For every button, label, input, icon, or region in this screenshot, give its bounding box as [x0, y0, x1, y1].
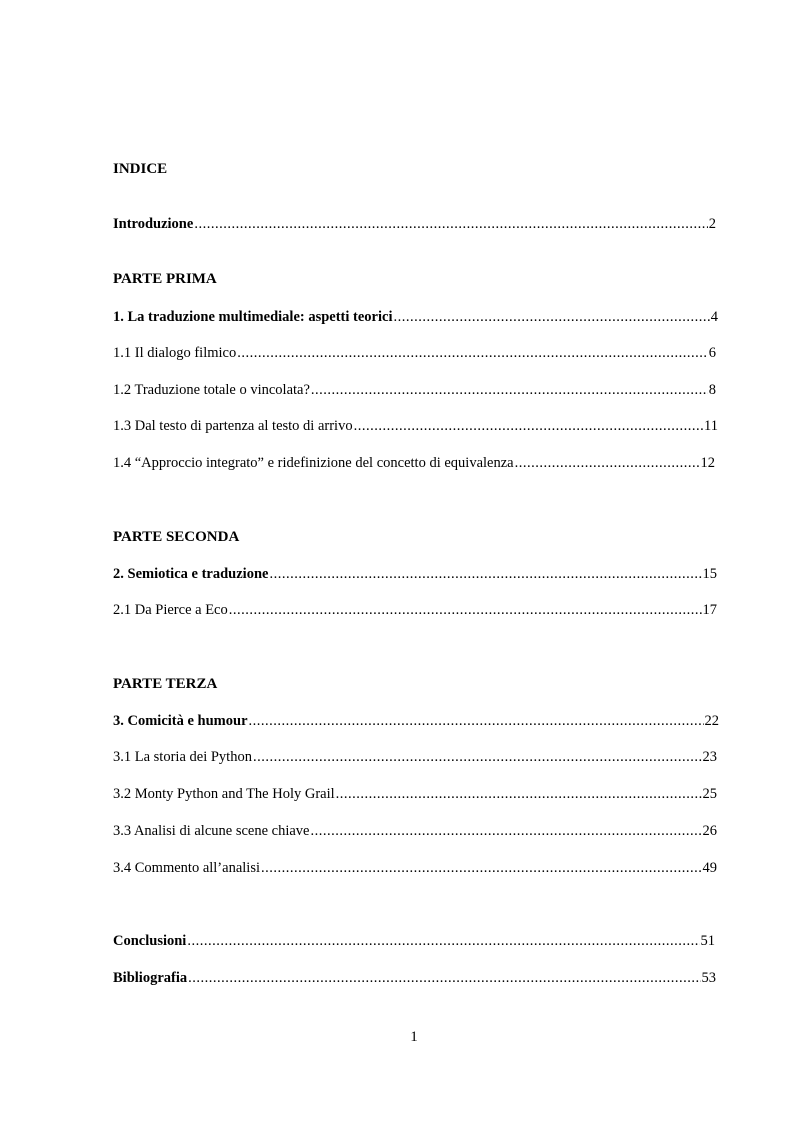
- toc-entry-3-2[interactable]: [113, 785, 717, 803]
- toc-entry-label: 2. Semiotica e traduzione: [113, 566, 269, 582]
- toc-entry-label: 3.1 La storia dei Python: [113, 749, 252, 765]
- toc-entry-3[interactable]: [113, 712, 719, 730]
- toc-entry-1-4[interactable]: [113, 454, 715, 472]
- toc-entry-label: Conclusioni: [113, 933, 187, 949]
- toc-entry-page: 8: [708, 382, 716, 398]
- dot-leader: [515, 454, 700, 472]
- index-title: INDICE: [113, 161, 168, 177]
- toc-entry-label: 1.2 Traduzione totale o vincolata?: [113, 382, 310, 398]
- dot-leader: [187, 932, 699, 950]
- toc-entry-label: 3. Comicità e humour: [113, 713, 248, 729]
- dot-leader: [311, 822, 702, 840]
- toc-entry-1-3[interactable]: [113, 417, 718, 435]
- toc-entry-label: 3.3 Analisi di alcune scene chiave: [113, 823, 310, 839]
- dot-leader: [249, 712, 704, 730]
- toc-entry-3-3[interactable]: [113, 822, 717, 840]
- toc-entry-label: 1.1 Il dialogo filmico: [113, 345, 237, 361]
- dot-leader: [237, 344, 708, 362]
- toc-entry-page: 22: [704, 713, 719, 729]
- part-heading-terza: PARTE TERZA: [113, 676, 218, 692]
- toc-entry-3-1[interactable]: [113, 748, 717, 766]
- page-number: 1: [410, 1029, 418, 1045]
- dot-leader: [336, 785, 702, 803]
- toc-entry-page: 51: [700, 933, 715, 949]
- toc-entry-bibliografia[interactable]: [113, 969, 716, 987]
- toc-entry-page: 11: [704, 418, 718, 434]
- dot-leader: [311, 381, 708, 399]
- part-heading-seconda: PARTE SECONDA: [113, 529, 240, 545]
- toc-entry-page: 4: [710, 309, 718, 325]
- toc-entry-page: 2: [708, 216, 716, 232]
- toc-entry-label: 1. La traduzione multimediale: aspetti teorici: [113, 309, 393, 325]
- toc-entry-page: 15: [702, 566, 717, 582]
- dot-leader: [229, 601, 702, 619]
- dot-leader: [253, 748, 702, 766]
- toc-entry-label: 1.3 Dal testo di partenza al testo di arrivo: [113, 418, 353, 434]
- toc-entry-1[interactable]: [113, 308, 718, 326]
- toc-entry-1-2[interactable]: [113, 381, 716, 399]
- dot-leader: [393, 308, 709, 326]
- toc-entry-page: 6: [708, 345, 716, 361]
- toc-entry-label: 1.4 “Approccio integrato” e ridefinizione del concetto di equivalenza: [113, 455, 514, 471]
- toc-entry-page: 25: [702, 786, 717, 802]
- toc-entry-conclusioni[interactable]: [113, 932, 715, 950]
- toc-entry-page: 26: [702, 823, 717, 839]
- part-heading-prima: PARTE PRIMA: [113, 271, 217, 287]
- toc-entry-label: Introduzione: [113, 216, 194, 232]
- toc-entry-2-1[interactable]: [113, 601, 717, 619]
- toc-entry-page: 23: [702, 749, 717, 765]
- toc-entry-label: 2.1 Da Pierce a Eco: [113, 602, 228, 618]
- dot-leader: [269, 565, 701, 583]
- dot-leader: [354, 417, 703, 435]
- toc-entry-label: 3.4 Commento all’analisi: [113, 860, 260, 876]
- toc-entry-label: 3.2 Monty Python and The Holy Grail: [113, 786, 335, 802]
- toc-entry-page: 53: [701, 970, 716, 986]
- toc-entry-introduzione[interactable]: [113, 215, 716, 233]
- dot-leader: [188, 969, 700, 987]
- toc-entry-label: Bibliografia: [113, 970, 188, 986]
- toc-entry-1-1[interactable]: [113, 344, 716, 362]
- toc-entry-3-4[interactable]: [113, 859, 717, 877]
- toc-entry-2[interactable]: [113, 565, 717, 583]
- toc-entry-page: 49: [702, 860, 717, 876]
- toc-entry-page: 12: [700, 455, 715, 471]
- dot-leader: [261, 859, 702, 877]
- toc-entry-page: 17: [702, 602, 717, 618]
- dot-leader: [194, 215, 707, 233]
